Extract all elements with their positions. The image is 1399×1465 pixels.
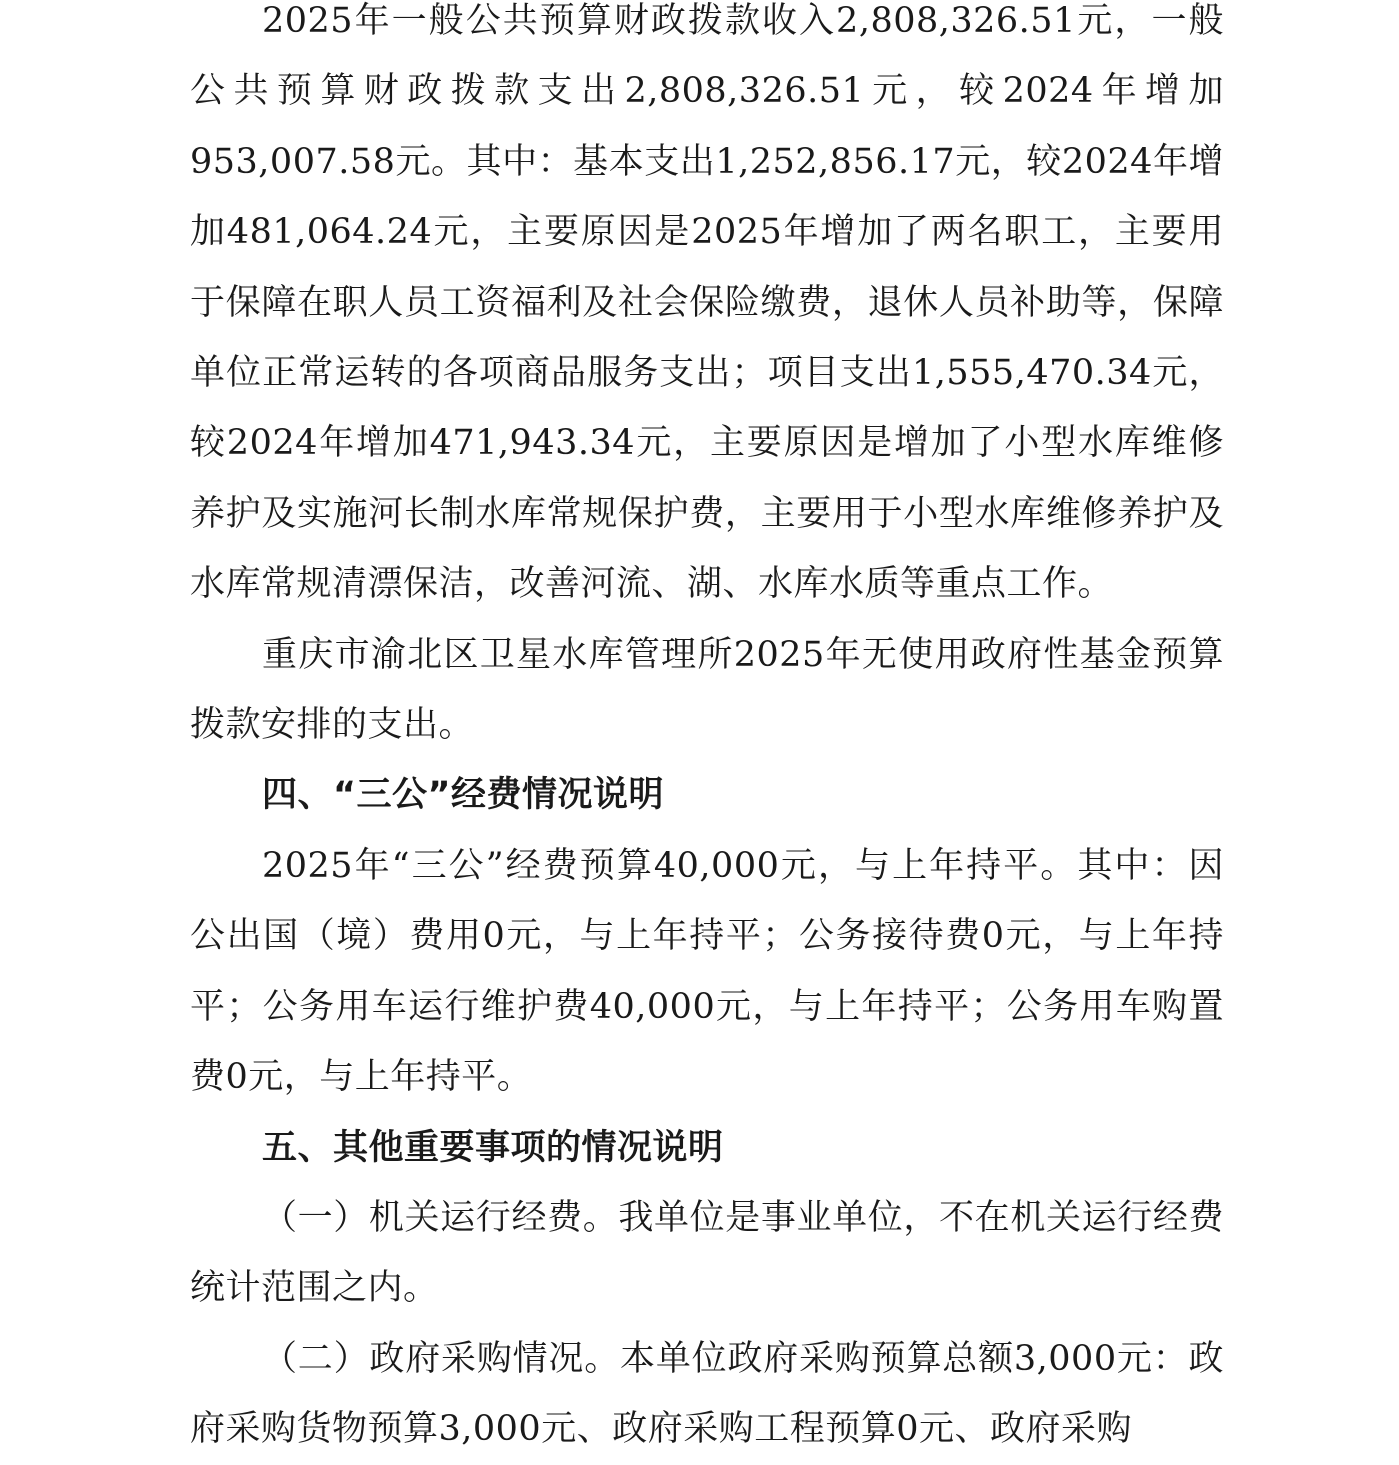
paragraph-government-procurement: （二）政府采购情况。本单位政府采购预算总额3,000元：政府采购货物预算3,000元、政府采购工程预算0元、政府采购 <box>190 1338 1224 1450</box>
heading-other-important-matters: 五、其他重要事项的情况说明 <box>262 1127 724 1168</box>
heading-three-public-expenses: 四、“三公”经费情况说明 <box>262 775 665 816</box>
paragraph-agency-operating-expenses: （一）机关运行经费。我单位是事业单位，不在机关运行经费统计范围之内。 <box>190 1197 1224 1309</box>
paragraph-government-fund: 重庆市渝北区卫星水库管理所2025年无使用政府性基金预算拨款安排的支出。 <box>190 634 1224 746</box>
paragraph-budget-revenue-expenditure: 2025年一般公共预算财政拨款收入2,808,326.51元，一般公共预算财政拨款支出2,808,326.51元，较2024年增加953,007.58元。其中：基本支出1,252,856.17元，较2024年增加481,064.24元，主要原因是2025年增加了两名职工，主要用于保障在职人员工资福利及社会保险缴费，退休人员补助等，保障单位正常运转的各项商品服务支出；项目支出1,555,470.34元，较2024年增加471,943.34元，主要原因是增加了小型水库维修养护及实施河长制水库常规保护费，主要用于小型水库维修养护及水库常规清漂保洁，改善河流、湖、水库水质等重点工作。 <box>190 1 1224 605</box>
document-page <box>190 0 1224 1465</box>
paragraph-three-public-expenses: 2025年“三公”经费预算40,000元，与上年持平。其中：因公出国（境）费用0元，与上年持平；公务接待费0元，与上年持平；公务用车运行维护费40,000元，与上年持平；公务用车购置费0元，与上年持平。 <box>190 845 1224 1098</box>
